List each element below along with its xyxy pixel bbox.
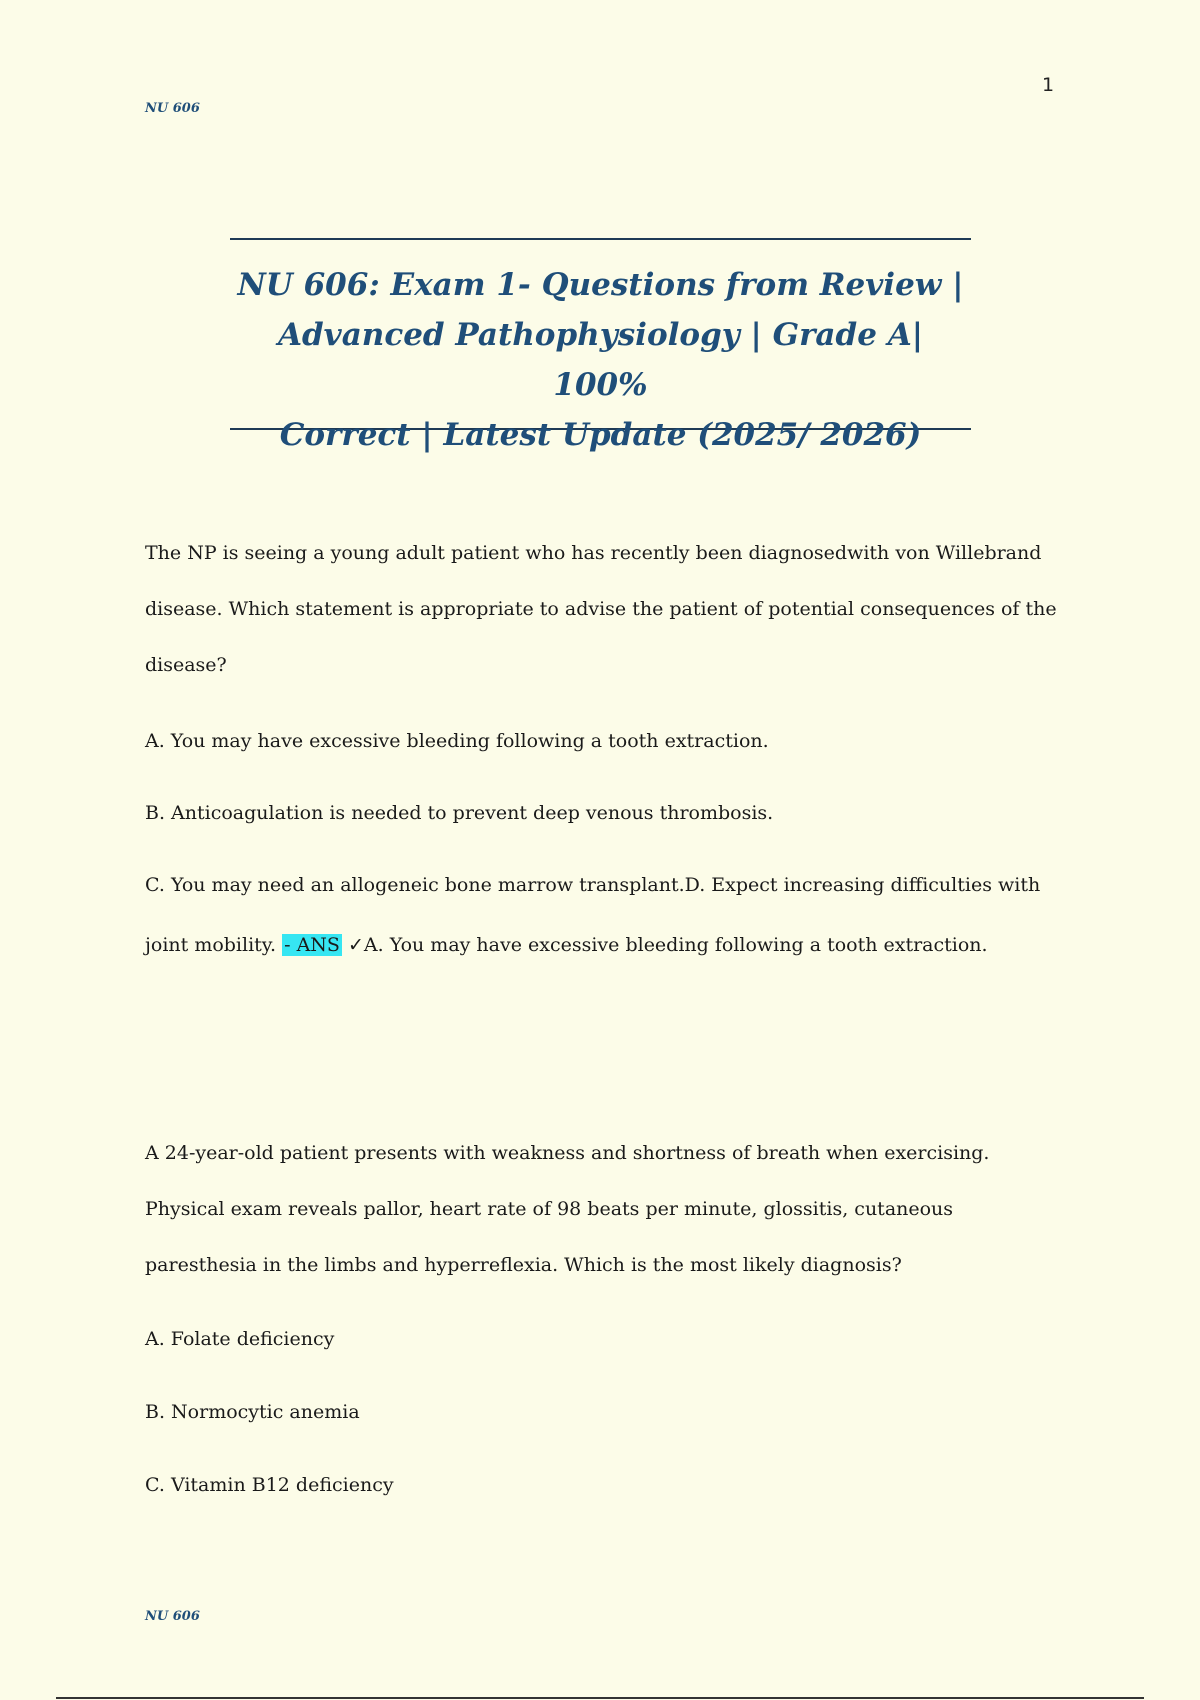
title-line-2: Advanced Pathophysiology | Grade A| 100% [277,317,924,403]
question-1-correct-answer: ✓A. You may have excessive bleeding following a tooth extraction. [347,934,988,956]
page-number: 1 [1042,74,1055,96]
document-title [230,260,971,460]
question-1-option-a: A. You may have excessive bleeding following a tooth extraction. [145,730,769,752]
question-2-option-b: B. Normocytic anemia [145,1401,360,1423]
question-2-option-c: C. Vitamin B12 deficiency [145,1474,394,1496]
title-line-1: NU 606: Exam 1- Questions from Review | [237,267,964,303]
running-footer: NU 606 [145,1609,200,1624]
running-header: NU 606 [145,101,200,116]
answer-marker-highlight: - ANS [284,934,340,956]
page-bottom-divider [56,1697,1144,1699]
question-2-option-a: A. Folate deficiency [145,1328,335,1350]
question-1-option-b: B. Anticoagulation is needed to prevent deep venous thrombosis. [145,802,774,824]
title-block [230,238,971,453]
question-1-answer-paragraph [145,855,1065,975]
question-1-stem: The NP is seeing a young adult patient who has recently been diagnosedwith von Willebrand disease. Which statement is appropriate to advise the patient of potential consequences of the disease? [145,542,1057,676]
question-1-option-c-d: C. You may need an allogeneic bone marrow transplant.D. Expect increasing difficulties with joint mobility. [145,874,1041,956]
title-line-3: Correct | Latest Update (2025/ 2026) [279,417,922,453]
question-2-stem: A 24-year-old patient presents with weakness and shortness of breath when exercising. Physical exam reveals pallor, heart rate of 98 beats per minute, glossitis, cutaneous paresthesia in the limbs and hyperreflexia. Which is the most likely diagnosis? [145,1142,990,1276]
